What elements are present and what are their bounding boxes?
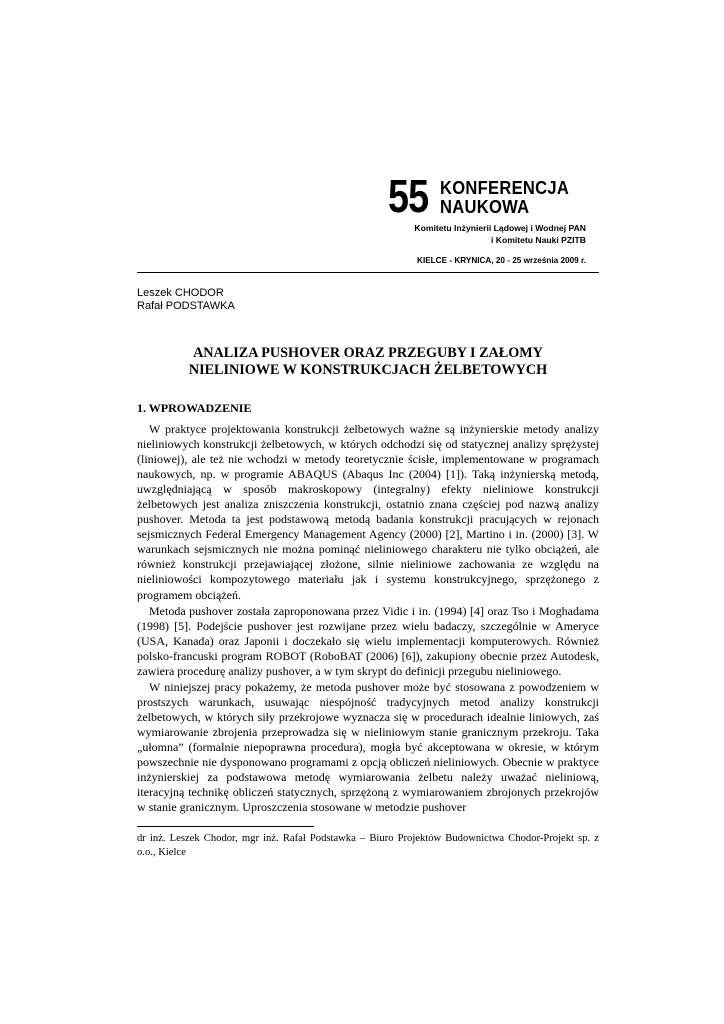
committee-line2: i Komitetu Nauki PZITB bbox=[490, 235, 586, 245]
conference-number: 55 bbox=[388, 170, 429, 222]
authors-block bbox=[137, 287, 235, 313]
paragraph: W praktyce projektowania konstrukcji żelbetowych ważne są inżynierskie metody analizy nieliniowych konstrukcji żelbetowych, w których odchodzi się od statycznej analizy sprężystej (liniowej), ale też nie wchodzi w metody teoretycznie ścisłe, implementowane w programach naukowych, np. w programie ABAQUS (Abaqus Inc (2004) [1]). Taką inżynierską metodą, uwzględniającą w sposób makroskopowy (integralny) efekty nieliniowe konstrukcji żelbetowych jest analiza zniszczenia konstrukcji, ostatnio znana częściej pod nazwą analizy pushover. Metoda ta jest podstawową metodą badania konstrukcji pracujących w rejonach sejsmicznych Federal Emergency Management Agency (2000) [2], Martino i in. (2000) [3]. W warunkach sejsmicznych nie można pominąć nieliniowego charakteru nie tylko obciążeń, ale również konstrukcji przejawiającej złożone, silnie nieliniowe zachowania ze względu na nieliniowości kompozytowego materiału jak i systemu konstrukcyjnego, sprzężonego z programem obciążeń. bbox=[137, 422, 599, 602]
paper-title-line2: NIELINIOWE W KONSTRUKCJACH ŻELBETOWYCH bbox=[188, 362, 548, 378]
body-text bbox=[137, 422, 599, 815]
paragraph: Metoda pushover została zaproponowana przez Vidic i in. (1994) [4] oraz Tso i Moghadama (1998) [5]. Podejście pushover jest rozwijane przez wielu badaczy, szczególnie w Ameryce (USA, Kanada) oraz Japonii i doczekało się wielu implementacji komputerowych. Również polsko-francuski program ROBOT (RoboBAT (2006) [6]), zakupiony obecnie przez Autodesk, zawiera procedurę analizy pushover, a w tym skrypt do definicji przegubu nieliniowego. bbox=[137, 603, 599, 678]
footnote: dr inż. Leszek Chodor, mgr inż. Rafał Podstawka – Biuro Projektów Budownictwa Chodor-Projekt sp. z o.o., Kielce bbox=[137, 833, 599, 858]
conference-title-line2: NAUKOWA bbox=[440, 197, 530, 217]
committee-line1: Komitetu Inżynierii Lądowej i Wodnej PAN bbox=[414, 223, 586, 233]
conference-committee bbox=[388, 222, 586, 246]
conference-header bbox=[388, 170, 598, 265]
section-heading: 1. WPROWADZENIE bbox=[137, 401, 252, 415]
paper-title bbox=[137, 345, 599, 379]
paper-title-line1: ANALIZA PUSHOVER ORAZ PRZEGUBY I ZAŁOMY bbox=[193, 345, 543, 361]
footnote-divider bbox=[137, 826, 314, 827]
author-name: Leszek CHODOR bbox=[137, 287, 224, 299]
paragraph: W niniejszej pracy pokażemy, że metoda pushover może być stosowana z powodzeniem w prostszych warunkach, usuwając niespójność tradycyjnych metod analizy konstrukcji żelbetowych, w których siły przekrojowe wyznacza się w procedurach idealnie liniowych, zaś wymiarowanie zbrojenia przeprowadza się w nieliniowym stanie granicznym przekroju. Taka „ułomna” (formalnie niepoprawna procedura), mogła być akceptowana w okresie, w którym powszechnie nie dysponowano programami z opcją obliczeń nieliniowych. Obecnie w praktyce inżynierskiej za podstawowa metodę wymiarowania żelbetu należy uważać nieliniową, iteracyjną technikę obliczeń statycznych, sprzężoną z wymiarowaniem zbrojonych przekrojów w stanie granicznym. Uproszczenia stosowane w metodzie pushover bbox=[137, 679, 599, 815]
conference-title-line1: KONFERENCJA bbox=[440, 178, 570, 198]
header-divider bbox=[137, 272, 599, 273]
conference-title bbox=[440, 176, 580, 217]
author-name: Rafał PODSTAWKA bbox=[137, 300, 235, 312]
conference-place-date: KIELCE - KRYNICA, 20 - 25 września 2009 r. bbox=[417, 256, 586, 265]
